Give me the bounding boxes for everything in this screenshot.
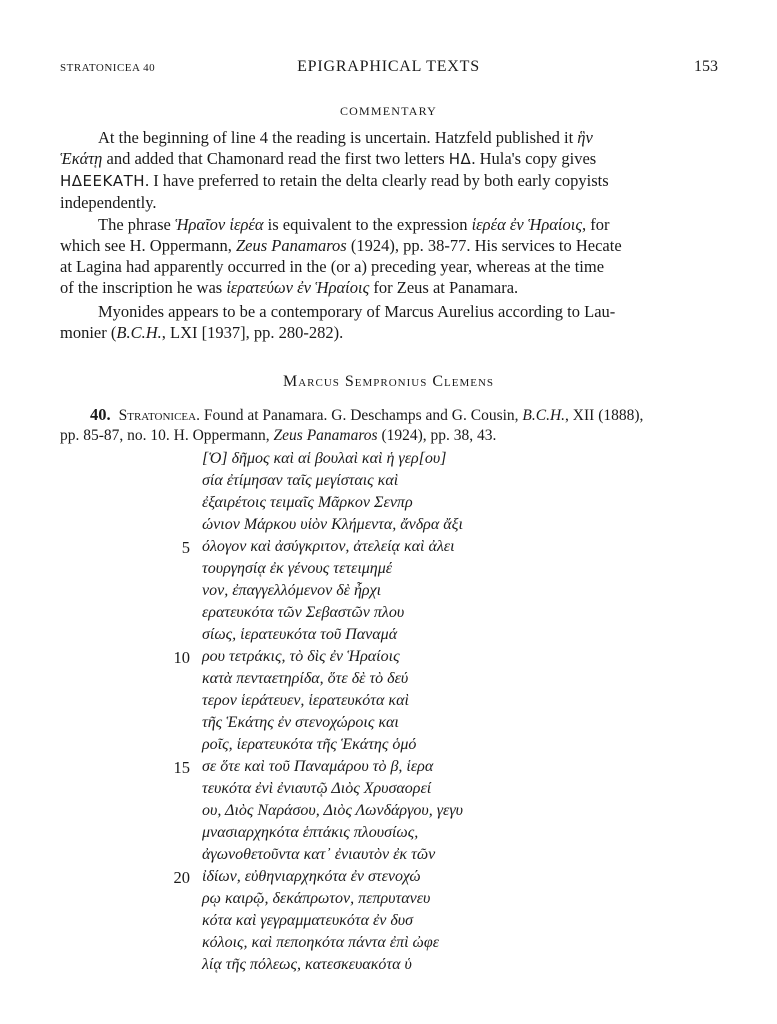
inscription-line-text: τερον ἱεράτευεν, ἱερατευκότα καὶ bbox=[202, 692, 409, 709]
inscription-line-text: ἰδίων, εὐθηνιαρχηκότα ἐν στενοχώ bbox=[202, 868, 421, 885]
inscription-line-text: τουργησίᾳ ἐκ γένους τετειμημέ bbox=[202, 560, 393, 577]
inscription-line-text: ρῳ καιρῷ, δεκάπρωτον, πεπρυτανευ bbox=[202, 890, 431, 907]
line-number: 15 bbox=[173, 758, 190, 777]
text-line: Ἑκάτῃ and added that Chamonard read the first two letters ΗΔ. Hula's copy gives bbox=[60, 149, 597, 168]
line-number: 20 bbox=[173, 868, 190, 887]
inscription-line-text: κόλοις, καὶ πεποηκότα πάντα ἐπὶ ὠφε bbox=[202, 934, 440, 951]
commentary-paragraph-2 bbox=[60, 214, 720, 298]
text-line: pp. 85-87, no. 10. H. Oppermann, Zeus Panamaros (1924), pp. 38, 43. bbox=[60, 427, 497, 444]
running-head-title: EPIGRAPHICAL TEXTS bbox=[297, 58, 480, 75]
inscription-line-text: λίᾳ τῆς πόλεως, κατεσκευακότα ὑ bbox=[202, 956, 412, 973]
running-head-left: STRATONICEA 40 bbox=[60, 62, 156, 74]
inscription-line-text: ἀγωνοθετοῦντα κατ᾽ ἐνιαυτὸν ἐκ τῶν bbox=[202, 846, 436, 863]
inscription-line-text: σε ὅτε καὶ τοῦ Παναμάρου τὸ β, ἱερα bbox=[202, 758, 434, 775]
inscription-line-text: ρου τετράκις, τὸ δὶς ἐν Ἡραίοις bbox=[202, 648, 400, 665]
inscription-line-text: ου, Διὸς Ναράσου, Διὸς Λωνδάργου, γεγυ bbox=[202, 802, 463, 819]
text-line: independently. bbox=[60, 193, 157, 212]
text-line: of the inscription he was ἱερατεύων ἐν Ἡραίοις for Zeus at Panamara. bbox=[60, 278, 519, 297]
inscription-line-text: κότα καὶ γεγραμματευκότα ἐν δυσ bbox=[202, 912, 414, 929]
commentary-heading: COMMENTARY bbox=[339, 104, 438, 118]
inscription-line-text: ἐξαιρέτοις τειμαῖς Μᾶρκον Σενπρ bbox=[202, 494, 413, 511]
inscription-line-text: νον, ἐπαγγελλόμενον δὲ ἦρχι bbox=[202, 582, 382, 599]
inscription-line-text: [Ὁ] δῆμος καὶ αἱ βουλαὶ καὶ ἡ γερ[ου] bbox=[202, 450, 447, 467]
text-line: monier (B.C.H., LXI [1937], pp. 280-282). bbox=[60, 323, 344, 342]
inscription-line-text: μνασιαρχηκότα ἑπτάκις πλουσίως, bbox=[202, 824, 419, 841]
inscription-line-text: ερατευκότα τῶν Σεβαστῶν πλου bbox=[202, 604, 405, 621]
text-line: At the beginning of line 4 the reading is uncertain. Hatzfeld published it ἣν bbox=[98, 128, 593, 147]
commentary-paragraph-1 bbox=[60, 127, 720, 213]
inscription-line-text: ώνιον Μάρκου υἱὸν Κλήμεντα, ἄνδρα ἄξι bbox=[202, 516, 463, 533]
entry-citation bbox=[60, 405, 720, 446]
inscription-line-text: τῆς Ἑκάτης ἐν στενοχώροις και bbox=[202, 714, 399, 731]
text-line: The phrase Ἡραῖον ἱερέα is equivalent to the expression ἱερέα ἐν Ἡραίοις, for bbox=[98, 215, 610, 234]
text-line: Myonides appears to be a contemporary of Marcus Aurelius according to Lau- bbox=[98, 302, 616, 321]
inscription-line-text: σίως, ἱερατευκότα τοῦ Παναμά bbox=[202, 626, 398, 643]
entry-number: 40. bbox=[90, 405, 111, 424]
inscription-line-text: τευκότα ἐνὶ ἐνιαυτῷ Διὸς Χρυσαορεί bbox=[202, 780, 432, 797]
inscription-line-text: κατὰ πενταετηρίδα, ὅτε δὲ τὸ δεύ bbox=[202, 670, 409, 687]
inscription-line-text: σία ἐτίμησαν ταῖς μεγίσταις καὶ bbox=[202, 472, 399, 489]
commentary-paragraph-3 bbox=[60, 301, 720, 343]
section-heading: Marcus Sempronius Clemens bbox=[282, 373, 495, 390]
text-line: 40. Stratonicea. Found at Panamara. G. Deschamps and G. Cousin, B.C.H., XII (1888), bbox=[90, 405, 644, 424]
line-number: 5 bbox=[181, 538, 190, 557]
inscription-line-text: όλογον καὶ ἀσύγκριτον, ἀτελείᾳ καὶ ἀλει bbox=[202, 538, 455, 555]
text-line: which see H. Oppermann, Zeus Panamaros (1924), pp. 38-77. His services to Hecate bbox=[60, 236, 622, 255]
page-number: 153 bbox=[694, 58, 718, 75]
text-line: at Lagina had apparently occurred in the (or a) preceding year, whereas at the time bbox=[60, 257, 605, 276]
inscription-line-text: ροῖς, ἱερατευκότα τῆς Ἑκάτης ὁμό bbox=[202, 736, 417, 753]
text-line: ΗΔΕΕΚΑΤΗ. I have preferred to retain the delta clearly read by both early copyists bbox=[60, 171, 609, 190]
line-number: 10 bbox=[173, 648, 190, 667]
